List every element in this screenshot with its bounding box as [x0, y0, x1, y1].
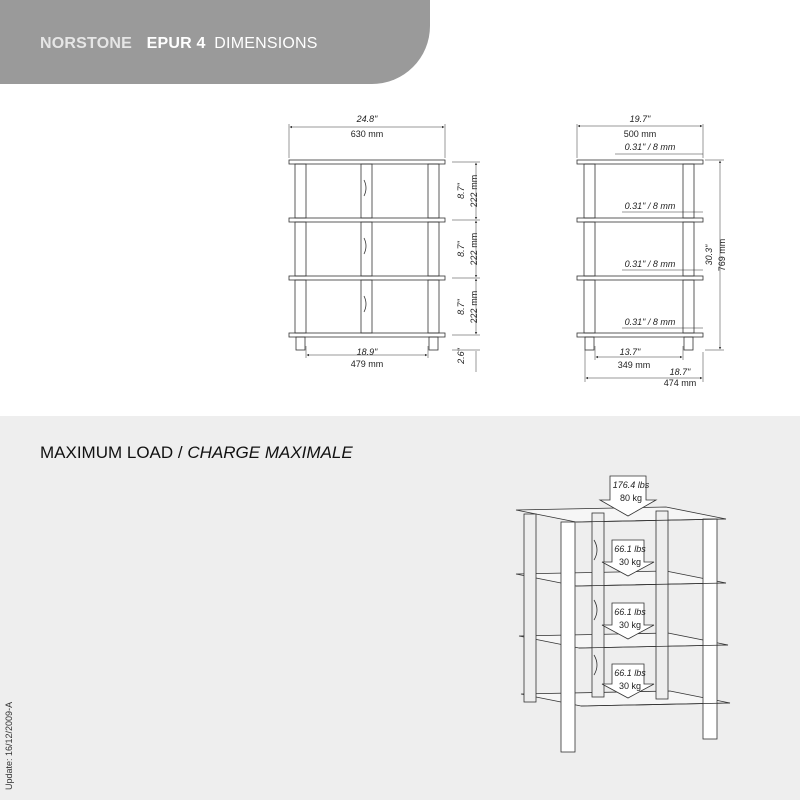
load-shelf-lbs: 66.1 lbs: [614, 668, 646, 678]
load-top-kg: 80 kg: [619, 493, 643, 503]
side-depth-mm: 500 mm: [623, 129, 657, 139]
glass-thickness: 0.31" / 8 mm: [624, 317, 676, 327]
perspective-center-leg: [592, 513, 604, 697]
load-shelf-lbs: 66.1 lbs: [614, 607, 646, 617]
side-shelf: [577, 333, 703, 337]
side-view-drawing: [577, 124, 724, 382]
front-width-mm: 630 mm: [350, 129, 384, 139]
glass-thickness: 0.31" / 8 mm: [624, 259, 676, 269]
front-view-drawing: [289, 124, 480, 372]
total-height-mm: 769 mm: [717, 238, 727, 272]
front-shelf: [289, 276, 445, 280]
front-view-labels: [351, 114, 479, 369]
side-foot: [585, 337, 594, 350]
front-rear-leg: [361, 164, 372, 218]
spacing-mm: 222 mm: [469, 290, 479, 324]
front-inner-width-mm: 479 mm: [350, 359, 384, 369]
perspective-back-leg: [656, 511, 668, 699]
brand-name: NORSTONE: [40, 35, 132, 52]
side-view-labels: [618, 114, 727, 388]
spacing-mm: 222 mm: [469, 174, 479, 208]
max-load-separator: /: [177, 443, 183, 462]
model-name: EPUR 4: [146, 35, 206, 52]
front-leg: [428, 280, 439, 333]
front-inner-width-in: 18.9": [356, 347, 378, 357]
glass-thickness: 0.31" / 8 mm: [624, 201, 676, 211]
front-shelf: [289, 333, 445, 337]
load-shelf-kg: 30 kg: [618, 681, 642, 691]
side-leg: [683, 222, 694, 276]
spacing-mm: 222 mm: [469, 232, 479, 266]
side-leg: [683, 164, 694, 218]
perspective-front-leg: [703, 519, 717, 739]
side-leg: [584, 280, 595, 333]
perspective-back-leg: [524, 514, 536, 702]
front-leg: [428, 164, 439, 218]
front-shelf: [289, 160, 445, 164]
page-subtitle: DIMENSIONS: [214, 35, 318, 52]
spacing-in: 8.7": [456, 241, 466, 257]
side-leg: [584, 164, 595, 218]
side-depth-in: 19.7": [629, 114, 651, 124]
max-load-title-fr: CHARGE MAXIMALE: [187, 443, 353, 462]
perspective-front-leg: [561, 522, 575, 752]
front-foot: [429, 337, 438, 350]
front-leg: [428, 222, 439, 276]
side-shelf: [577, 276, 703, 280]
load-top-lbs: 176.4 lbs: [612, 480, 650, 490]
load-shelf-kg: 30 kg: [618, 557, 642, 567]
side-leg: [584, 222, 595, 276]
base-depth-mm: 474 mm: [663, 378, 697, 388]
update-note: Update: 16/12/2009-A: [4, 701, 14, 790]
cable-notch: [364, 180, 366, 312]
front-rear-leg: [361, 280, 372, 333]
load-shelf-kg: 30 kg: [618, 620, 642, 630]
spacing-in: 8.7": [456, 183, 466, 199]
load-shelf-lbs: 66.1 lbs: [614, 544, 646, 554]
front-foot: [296, 337, 305, 350]
side-leg: [683, 280, 694, 333]
leg-spacing-in: 13.7": [619, 347, 641, 357]
front-leg: [295, 222, 306, 276]
side-foot: [684, 337, 693, 350]
total-height-in: 30.3": [704, 244, 714, 266]
front-rear-leg: [361, 222, 372, 276]
side-shelf: [577, 218, 703, 222]
spacing-in: 8.7": [456, 299, 466, 315]
front-leg: [295, 164, 306, 218]
front-leg: [295, 280, 306, 333]
foot-height-in: 2.6": [456, 348, 466, 364]
glass-thickness: 0.31" / 8 mm: [624, 142, 676, 152]
front-shelf: [289, 218, 445, 222]
front-width-in: 24.8": [356, 114, 378, 124]
max-load-title-en: MAXIMUM LOAD: [40, 443, 174, 462]
leg-spacing-mm: 349 mm: [617, 360, 651, 370]
base-depth-in: 18.7": [669, 367, 691, 377]
side-shelf: [577, 160, 703, 164]
